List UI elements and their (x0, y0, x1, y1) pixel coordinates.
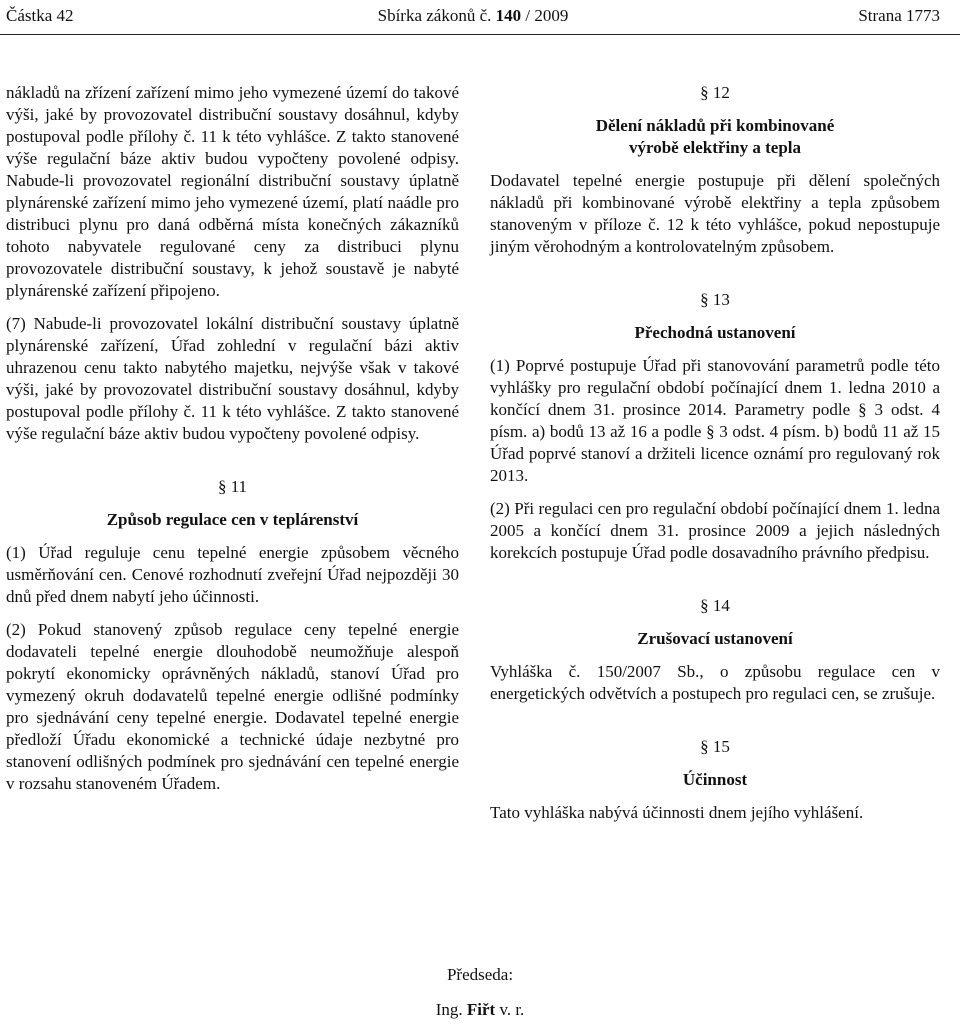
collection-number: 140 (495, 6, 522, 25)
section-title: Přechodná ustanovení (634, 323, 796, 342)
paragraph: (7) Nabude-li provozovatel lokální distribuční soustavy úplatně plynárenské zařízení, Úřad zohlední v regulační bázi aktiv uhrazenou cenu takto nabytého majetku, nejvýše však v takové výši, jaké by provozovatel distribuční soustavy dosáhnul, kdyby postupoval podle přílohy č. 11 k této vyhlášce. Z takto stanovené výše regulační báze aktiv budou vypočteny povolené odpisy. (6, 314, 459, 443)
section-title-line: Dělení nákladů při kombinované (595, 116, 835, 135)
signature-prefix: Ing. (435, 1000, 463, 1019)
section-number: § 14 (700, 596, 730, 615)
signature-name (0, 999, 960, 1021)
left-column (6, 82, 459, 806)
signer-surname: Fiřt (466, 1000, 496, 1019)
signature-label: Předseda: (446, 965, 514, 984)
section-title-line: výrobě elektřiny a tepla (628, 138, 802, 157)
section-title: Způsob regulace cen v teplárenství (106, 510, 359, 529)
signature-suffix: v. r. (499, 1000, 525, 1019)
header-part: Částka 42 (6, 6, 74, 25)
header-collection (6, 4, 940, 28)
section-number: § 15 (700, 737, 730, 756)
section-title: Zrušovací ustanovení (637, 629, 793, 648)
right-column (490, 82, 940, 835)
paragraph: (1) Úřad reguluje cenu tepelné energie způsobem věcného usměrňování cen. Cenové rozhodnutí zveřejní Úřad nejpozději 30 dnů před dnem nabytí jeho účinnosti. (6, 543, 459, 606)
section-title: Účinnost (682, 770, 748, 789)
page-header (6, 4, 940, 28)
paragraph: (2) Pokud stanovený způsob regulace ceny tepelné energie dodavateli tepelné energie dlouhodobě neumožňuje alespoň pokrytí ekonomicky oprávněných nákladů, stanoví Úřad pro vymezený okruh dodavatelů tepelné energie odlišné podmínky pro sjednávání ceny tepelné energie. Dodavatel tepelné energie předloží Úřadu ekonomické a technické údaje nezbytné pro stanovení odlišných podmínek pro sjednávání cen tepelné energie v rozsahu stanoveném Úřadem. (6, 620, 459, 793)
header-page-number: Strana 1773 (858, 6, 940, 25)
collection-label: Sbírka zákonů č. (377, 6, 492, 25)
section-title (490, 115, 940, 159)
paragraph: Tato vyhláška nabývá účinnosti dnem jejího vyhlášení. (490, 803, 864, 822)
section-number: § 12 (700, 83, 730, 102)
collection-year: / 2009 (525, 6, 569, 25)
paragraph: (2) Při regulaci cen pro regulační období počínající dnem 1. ledna 2005 a končící dnem 31. prosince 2009 a jejich následných korekcích postupuje Úřad podle dosavadního právního předpisu. (490, 499, 940, 562)
header-divider (0, 34, 960, 35)
paragraph: Dodavatel tepelné energie postupuje při dělení společných nákladů při kombinované výrobě elektřiny a tepla způsobem stanoveným v příloze č. 12 k této vyhlášce, pokud nepostupuje jiným věrohodným a kontrolovatelným způsobem. (490, 171, 940, 256)
section-number: § 11 (217, 477, 248, 496)
paragraph: Vyhláška č. 150/2007 Sb., o způsobu regulace cen v energetických odvětvích a postupech pro regulaci cen, se zrušuje. (490, 662, 940, 703)
paragraph: nákladů na zřízení zařízení mimo jeho vymezené území do takové výši, jaké by provozovatel distribuční soustavy dosáhnul, kdyby postupoval podle přílohy č. 11 k této vyhlášce. Z takto stanovené výše regulační báze aktiv budou vypočteny povolené odpisy. Nabude-li provozovatel regionální distribuční soustavy úplatně plynárenské zařízení mimo jeho vymezené území, platí naádle pro distribuci plynu pro daná odběrná místa konečných zákazníků tohoto nabyvatele regulované ceny za distribuci plynu provozovatele distribuční soustavy, k jehož soustavě je nabyté plynárenské zařízení připojeno. (6, 83, 459, 300)
paragraph: (1) Poprvé postupuje Úřad při stanovování parametrů podle této vyhlášky pro regulační období počínající dnem 1. ledna 2010 a končící dnem 31. prosince 2014. Parametry podle § 3 odst. 4 písm. a) bodů 13 až 16 a podle § 3 odst. 4 písm. b) bodů 11 až 15 Úřad poprvé stanoví a držiteli licence oznámí pro regulovaný rok 2013. (490, 356, 940, 485)
section-number: § 13 (700, 290, 730, 309)
